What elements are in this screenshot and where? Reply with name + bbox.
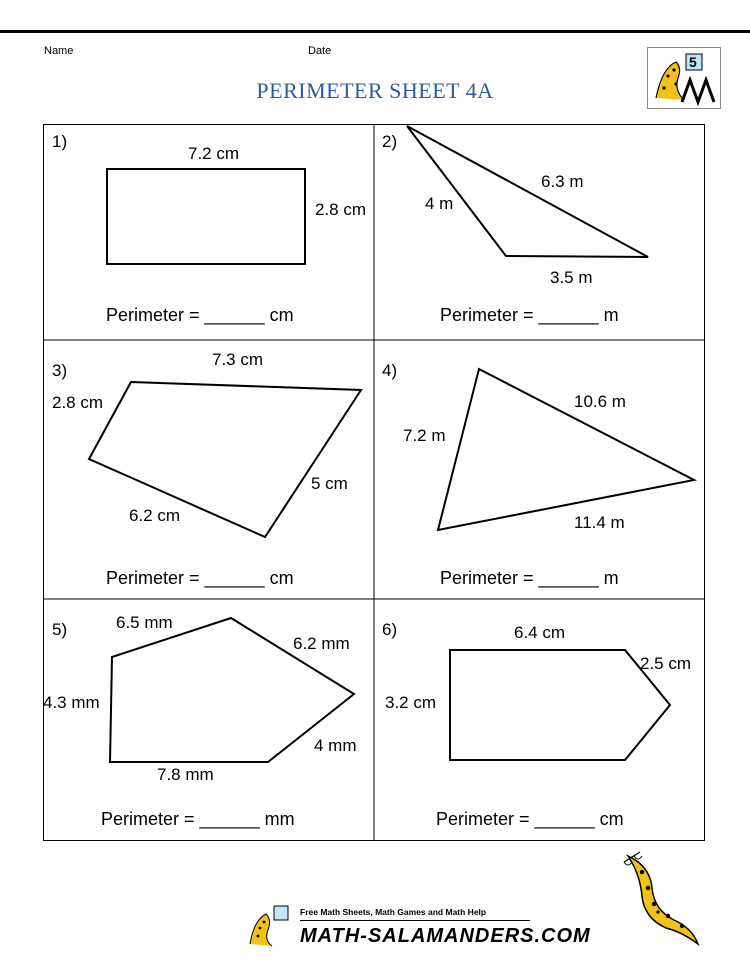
side-label: 3.2 cm <box>385 693 437 712</box>
problem-number: 3) <box>52 361 68 380</box>
perimeter-answer-line: Perimeter = ______ m <box>440 568 619 588</box>
side-label: 4 mm <box>314 736 357 755</box>
side-label: 4 m <box>425 194 454 213</box>
problem-number: 6) <box>382 620 398 639</box>
side-label: 6.2 cm <box>129 506 181 525</box>
footer-site-name[interactable]: MATH-SALAMANDERS.COM <box>300 925 591 947</box>
problem-number: 2) <box>382 132 398 151</box>
side-label: 6.3 m <box>541 172 584 191</box>
side-label: 2.8 cm <box>315 200 367 219</box>
name-label: Name <box>44 45 74 57</box>
perimeter-answer-line: Perimeter = ______ m <box>440 305 619 325</box>
perimeter-answer-line: Perimeter = ______ mm <box>101 809 295 829</box>
side-label: 7.8 mm <box>157 765 214 784</box>
problem-number: 5) <box>52 620 68 639</box>
side-label: 7.3 cm <box>212 350 264 369</box>
worksheet-grid <box>43 124 705 841</box>
salamander-mascot-icon <box>620 848 710 948</box>
date-label: Date <box>308 45 332 57</box>
side-label: 6.5 mm <box>116 613 173 632</box>
side-label: 4.3 mm <box>43 693 100 712</box>
side-label: 2.5 cm <box>640 654 692 673</box>
grade-badge <box>647 47 721 109</box>
side-label: 5 cm <box>311 474 348 493</box>
side-label: 2.8 cm <box>52 393 104 412</box>
top-rule <box>0 30 750 33</box>
grade-number: 5 <box>689 54 697 70</box>
side-label: 11.4 m <box>574 513 625 532</box>
problem-number: 4) <box>382 361 398 380</box>
footer-logo-icon <box>244 902 294 948</box>
side-label: 3.5 m <box>550 268 593 287</box>
page-title: PERIMETER SHEET 4A <box>256 78 494 103</box>
side-label: 6.2 mm <box>293 634 350 653</box>
side-label: 7.2 m <box>403 426 446 445</box>
side-label: 7.2 cm <box>188 144 240 163</box>
problem-number: 1) <box>52 132 68 151</box>
perimeter-answer-line: Perimeter = ______ cm <box>106 568 294 588</box>
perimeter-answer-line: Perimeter = ______ cm <box>106 305 294 325</box>
footer-divider <box>300 920 530 921</box>
pentagon-shape <box>43 124 705 841</box>
side-label: 10.6 m <box>574 392 626 411</box>
perimeter-answer-line: Perimeter = ______ cm <box>436 809 624 829</box>
salamander-logo-icon <box>648 48 720 108</box>
footer-tagline: Free Math Sheets, Math Games and Math Help <box>300 907 487 917</box>
side-label: 6.4 cm <box>514 623 566 642</box>
